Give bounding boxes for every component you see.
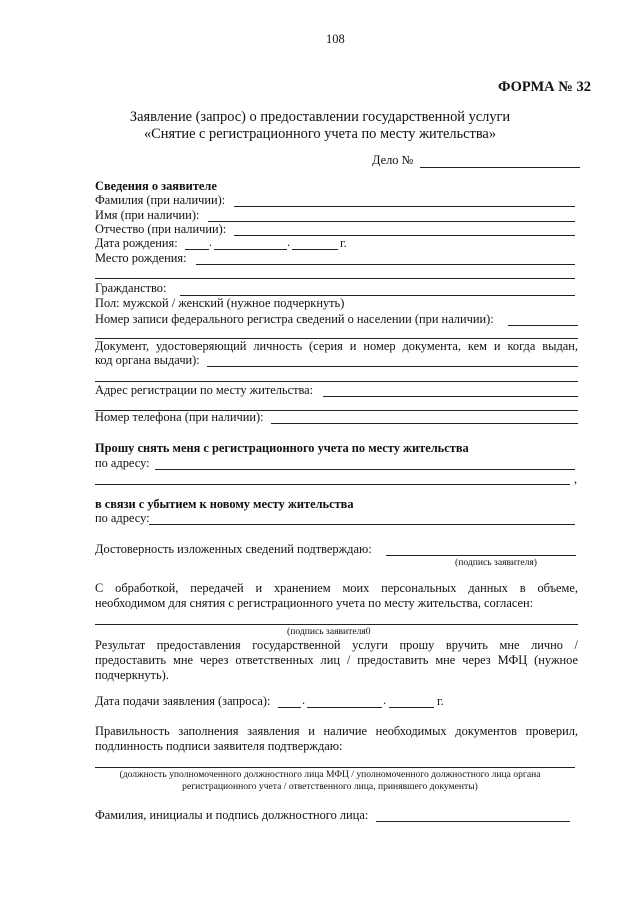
sex-label: Пол: мужской / женский (нужное подчеркнуть) [95,296,345,310]
dob-day-field[interactable] [185,249,209,250]
consent-text-line1: С обработкой, передачей и хранением моих персональных данных в объеме, [95,581,578,595]
birthplace-field[interactable] [196,264,575,265]
submission-date-year-suffix: г. [437,694,444,708]
id-document-label-line2: код органа выдачи): [95,353,200,367]
phone-label: Номер телефона (при наличии): [95,410,264,424]
id-document-field-extra[interactable] [95,381,578,382]
result-text-line3: подчеркнуть). [95,668,169,682]
submission-date-separator-2: . [383,693,387,707]
request-address-field-extra[interactable] [95,484,570,485]
departure-address-field[interactable] [149,524,575,525]
applicant-section-heading: Сведения о заявителе [95,179,217,193]
document-title-line2: «Снятие с регистрационного учета по месту жительства» [143,126,497,142]
document-title-line1: Заявление (запрос) о предоставлении государственной услуги [129,109,511,125]
verification-official-field[interactable] [95,767,575,768]
verification-text-line1: Правильность заполнения заявления и наличие необходимых документов проверил, [95,724,578,738]
birthplace-field-extra[interactable] [95,278,575,279]
submission-date-day-field[interactable] [278,707,301,708]
registration-address-label: Адрес регистрации по месту жительства: [95,383,314,397]
consent-signature-caption: (подпись заявителя0 [287,626,371,637]
request-address-comma: , [574,472,578,486]
official-signature-label: Фамилия, инициалы и подпись должностного лица: [95,808,369,822]
form-number: ФОРМА № 32 [498,79,591,95]
id-document-label-line1: Документ, удостоверяющий личность (серия и номер документа, кем и когда выдан, [95,339,578,353]
verification-caption-line2: регистрационного учета / ответственного лица, принявшего документы) [182,781,478,792]
verification-text-line2: подлинность подписи заявителя подтверждаю: [95,739,343,753]
consent-signature-field[interactable] [95,624,578,625]
name-label: Имя (при наличии): [95,208,200,222]
departure-heading: в связи с убытием к новому месту жительства [95,497,354,511]
dob-year-field[interactable] [292,249,338,250]
id-document-field[interactable] [207,366,578,367]
result-text-line1: Результат предоставления государственной услуги прошу вручить мне лично / [95,638,578,652]
confirmation-signature-caption: (подпись заявителя) [455,557,538,568]
result-text-line2: предоставить мне через ответственных лиц / предоставить мне через МФЦ (нужное [95,653,578,667]
verification-caption-line1: (должность уполномоченного должностного лица МФЦ / уполномоченного должностного лица органа [119,769,541,780]
case-number-line[interactable] [420,167,580,168]
consent-text-line2: необходимом для снятия с регистрационного учета по месту жительства, согласен: [95,596,534,610]
dob-separator-1: . [209,235,213,249]
surname-label: Фамилия (при наличии): [95,193,226,207]
patronymic-field[interactable] [234,235,575,236]
patronymic-label: Отчество (при наличии): [95,222,227,236]
request-heading: Прошу снять меня с регистрационного учета по месту жительства [95,441,469,455]
birthplace-label: Место рождения: [95,251,187,265]
request-address-label: по адресу: [95,456,150,470]
submission-date-month-field[interactable] [307,707,382,708]
submission-date-year-field[interactable] [389,707,434,708]
registry-record-label: Номер записи федерального регистра сведений о населении (при наличии): [95,312,494,326]
departure-address-label: по адресу: [95,511,150,525]
dob-separator-2: . [287,235,291,249]
registry-record-field[interactable] [508,325,578,326]
citizenship-label: Гражданство: [95,281,167,295]
submission-date-separator-1: . [302,693,306,707]
case-number-label: Дело № [372,153,414,167]
phone-field[interactable] [271,423,578,424]
name-field[interactable] [208,221,575,222]
request-address-field[interactable] [155,469,575,470]
confirmation-signature-field[interactable] [386,555,576,556]
dob-month-field[interactable] [214,249,287,250]
page-number: 108 [326,32,345,46]
surname-field[interactable] [234,206,575,207]
registration-address-field[interactable] [323,396,578,397]
dob-label: Дата рождения: [95,236,178,250]
confirmation-text: Достоверность изложенных сведений подтверждаю: [95,542,372,556]
dob-year-suffix: г. [340,236,347,250]
official-signature-field[interactable] [376,821,570,822]
submission-date-label: Дата подачи заявления (запроса): [95,694,271,708]
